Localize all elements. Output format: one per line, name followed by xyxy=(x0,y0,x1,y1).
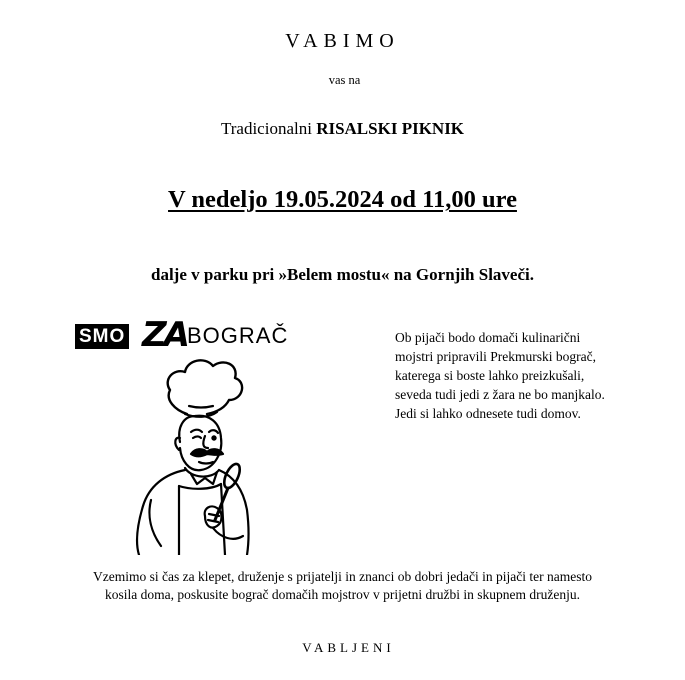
chef-illustration xyxy=(125,350,255,555)
description-line: mojstri pripravili Prekmurski bograč, xyxy=(395,349,596,364)
description-line: seveda tudi jedi z žara ne bo manjkalo. xyxy=(395,387,605,402)
description-line: Ob pijači bodo domači kulinarični xyxy=(395,330,581,345)
invitation-subheading: vas na xyxy=(328,73,361,87)
footer-vabljeni: VABLJENI xyxy=(302,640,395,655)
description-text xyxy=(395,328,665,423)
invitation-heading: VABIMO xyxy=(285,30,400,52)
event-location: dalje v parku pri »Belem mostu« na Gornjih Slaveči. xyxy=(151,265,534,284)
logo-za: ZA xyxy=(142,315,187,355)
event-name: RISALSKI PIKNIK xyxy=(316,119,465,138)
description-line: Jedi si lahko odnesete tudi domov. xyxy=(395,406,581,421)
closing-text xyxy=(0,568,685,604)
closing-line: kosila doma, poskusite bograč domačih mojstrov v prijetni družbi in skupnem druženju. xyxy=(104,587,581,602)
closing-line: Vzemimo si čas za klepet, druženje s prijatelji in znanci ob dobri jedači in pijači ter namesto xyxy=(93,569,592,584)
event-prefix: Tradicionalni xyxy=(220,119,312,138)
event-date: V nedeljo 19.05.2024 od 11,00 ure xyxy=(168,186,517,213)
logo-bograc: BOGRAČ xyxy=(187,323,289,348)
event-title xyxy=(0,119,685,139)
logo-smo: SMO xyxy=(75,324,129,349)
description-line: katerega si boste lahko preizkušali, xyxy=(395,368,585,383)
